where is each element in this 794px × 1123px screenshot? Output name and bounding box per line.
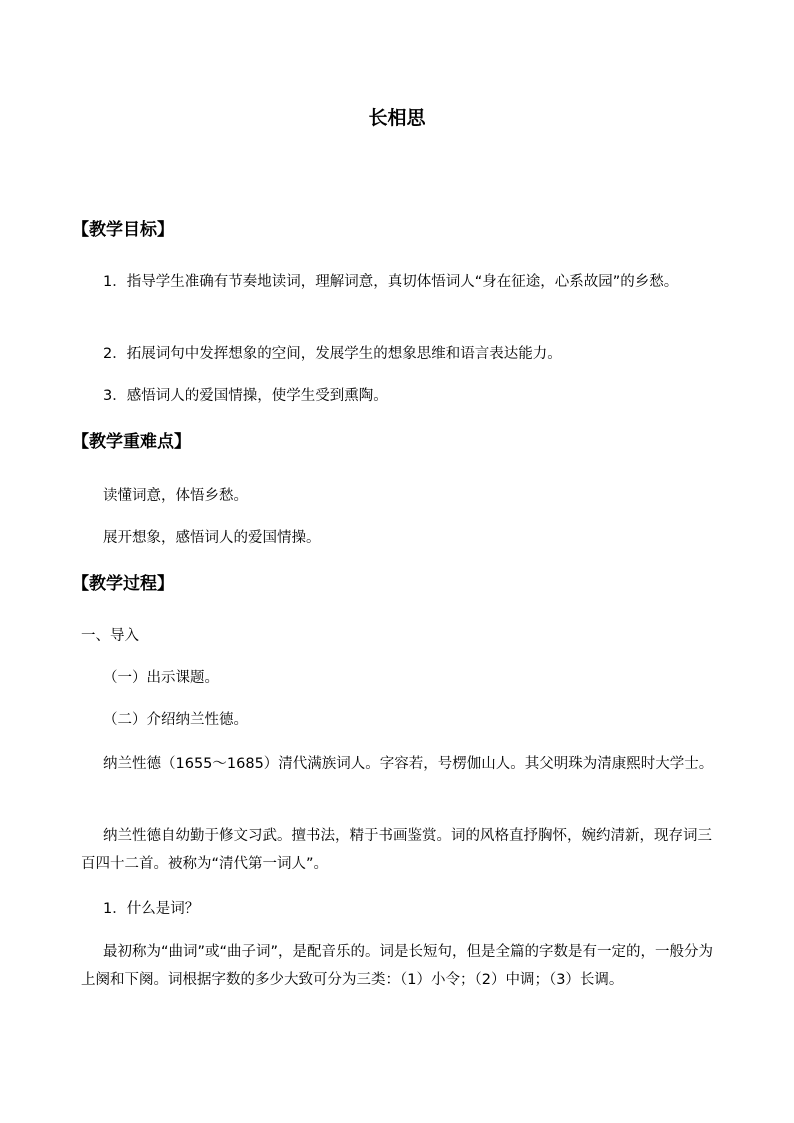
author-bio-paragraph-1: 纳兰性德（1655～1685）清代满族词人。字容若，号楞伽山人。其父明珠为清康熙时大学士。 <box>103 756 714 772</box>
goal-item-3: 3．感悟词人的爱国情操，使学生受到熏陶。 <box>103 388 388 404</box>
heading-teaching-process: 【教学过程】 <box>72 574 174 594</box>
heading-key-points: 【教学重难点】 <box>72 432 191 452</box>
heading-teaching-goals: 【教学目标】 <box>72 220 174 240</box>
process-part-intro: 一、导入 <box>81 628 139 644</box>
author-bio-paragraph-2: 纳兰性德自幼勤于修文习武。擅书法，精于书画鉴赏。词的风格直抒胸怀，婉约清新，现存词三百四十二首。被称为“清代第一词人”。 <box>81 828 712 872</box>
key-point-2: 展开想象，感悟词人的爱国情操。 <box>103 530 321 546</box>
goal-item-1: 1．指导学生准确有节奏地读词，理解词意，真切体悟词人“身在征途，心系故园”的乡愁。 <box>103 274 679 290</box>
page-title: 长相思 <box>368 107 426 129</box>
process-step-show-title: （一）出示课题。 <box>103 670 219 686</box>
key-point-1: 读懂词意，体悟乡愁。 <box>103 488 248 504</box>
process-step-intro-author: （二）介绍纳兰性德。 <box>103 712 248 728</box>
question-what-is-ci: 1．什么是词？ <box>103 901 200 917</box>
ci-definition-paragraph: 最初称为“曲词”或“曲子词”，是配音乐的。词是长短句，但是全篇的字数是有一定的，一般分为上阕和下阕。词根据字数的多少大致可分为三类：（1）小令；（2）中调；（3）长调。 <box>81 944 714 988</box>
goal-item-2: 2．拓展词句中发挥想象的空间，发展学生的想象思维和语言表达能力。 <box>103 346 562 362</box>
